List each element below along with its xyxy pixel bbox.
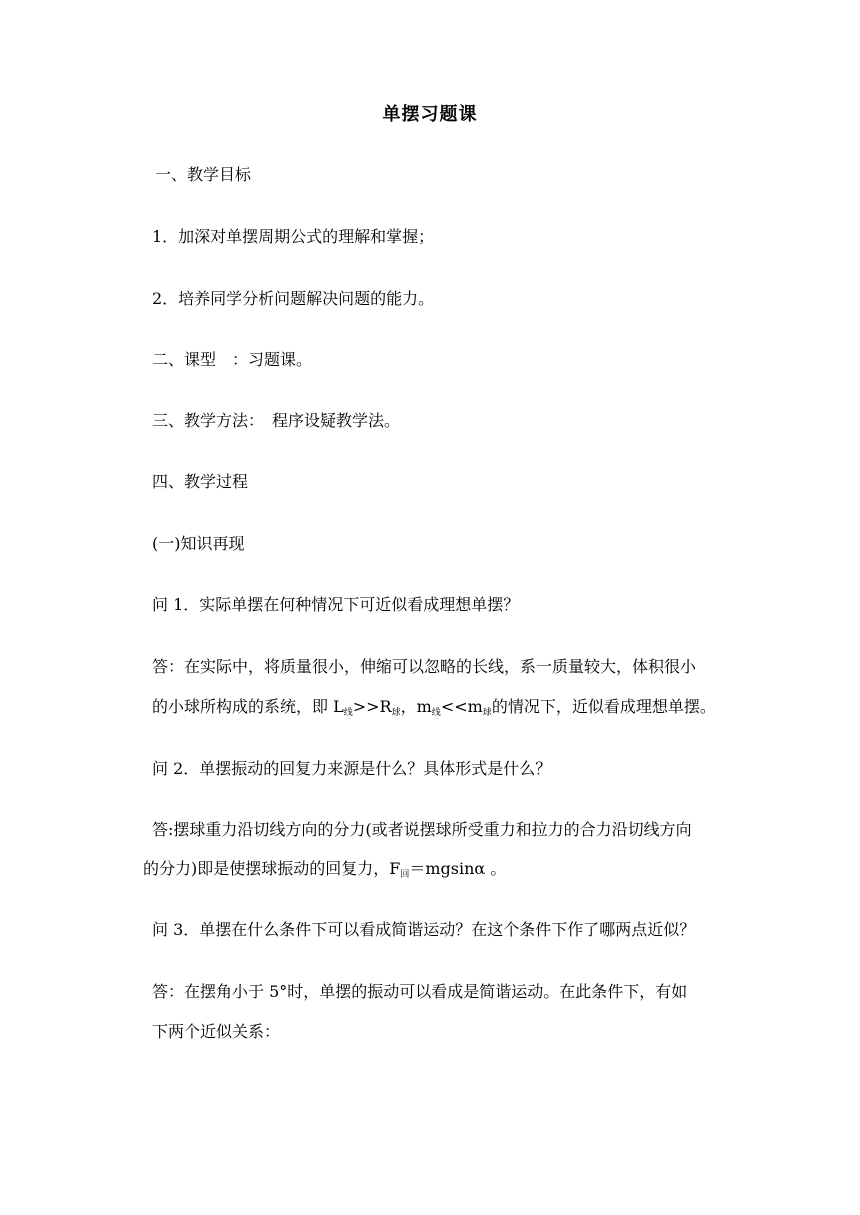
answer-1-line-2 xyxy=(152,695,716,719)
answer-1-text-b: >>R xyxy=(352,697,392,716)
subscript-ball: 球 xyxy=(391,708,401,718)
page-title: 单摆习题课 xyxy=(382,104,478,125)
goal-item-2: 2．培养同学分析问题解决问题的能力。 xyxy=(152,289,435,308)
question-2: 问 2．单摆振动的回复力来源是什么？具体形式是什么？ xyxy=(152,759,552,778)
answer-1-text-c: ，m xyxy=(400,697,432,716)
answer-1-text-a: 的小球所构成的系统，即 L xyxy=(152,697,344,716)
answer-3-line-2: 下两个近似关系： xyxy=(152,1022,281,1041)
subscript-line: 线 xyxy=(343,708,353,718)
subscript-restore: 回 xyxy=(400,870,410,880)
teaching-method: 三、教学方法： 程序设疑教学法。 xyxy=(152,411,401,430)
answer-1-text-e: 的情况下，近似看成理想单摆。 xyxy=(491,697,716,716)
subscript-line-2: 线 xyxy=(431,708,441,718)
lesson-type: 二、课型 ：习题课。 xyxy=(152,350,313,369)
answer-1-line-1: 答：在实际中，将质量很小，伸缩可以忽略的长线，系一质量较大，体积很小 xyxy=(152,657,697,676)
goals-heading: 一、教学目标 xyxy=(155,165,252,184)
answer-2-line-1: 答:摆球重力沿切线方向的分力(或者说摆球所受重力和拉力的合力沿切线方向 xyxy=(152,820,692,839)
answer-1-text-d: <<m xyxy=(440,697,483,716)
review-heading: (一)知识再现 xyxy=(152,534,245,553)
question-1: 问 1．实际单摆在何种情况下可近似看成理想单摆？ xyxy=(152,595,520,614)
answer-2-line-2 xyxy=(143,857,506,881)
goal-item-1: 1．加深对单摆周期公式的理解和掌握； xyxy=(152,227,435,246)
answer-3-line-1: 答：在摆角小于 5°时，单摆的振动可以看成是简谐运动。在此条件下，有如 xyxy=(152,982,688,1001)
subscript-ball-2: 球 xyxy=(482,708,492,718)
process-heading: 四、教学过程 xyxy=(152,472,249,491)
question-3: 问 3．单摆在什么条件下可以看成简谐运动？在这个条件下作了哪两点近似？ xyxy=(152,920,696,939)
answer-2-text-a: 的分力)即是使摆球振动的回复力，F xyxy=(143,859,401,878)
answer-2-text-b: ＝mgsinα 。 xyxy=(409,859,507,878)
